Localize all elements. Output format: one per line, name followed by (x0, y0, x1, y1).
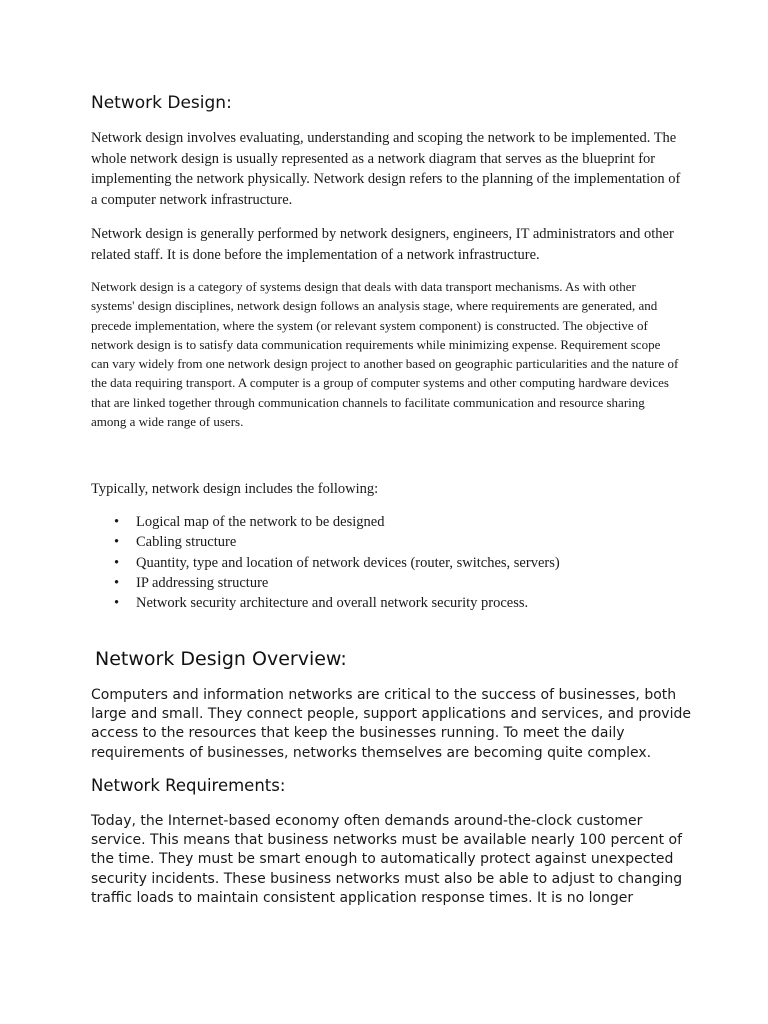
list-item (112, 553, 672, 573)
heading-network-design-overview: Network Design Overview: (95, 648, 347, 670)
network-design-includes-list (112, 512, 672, 613)
bullet-icon: • (114, 595, 120, 612)
paragraph-network-design-category: Network design is a category of systems design that deals with data transport mechanisms. As with other systems' design disciplines, network design follows an analysis stage, where requirements are generated, and precede implementation, where the system (or relevant system component) is constructed. The objective of network design is to satisfy data communication requirements while minimizing expense. Requirement scope can vary widely from one network design project to another based on geographic particularities and the nature of the data requiring transport. A computer is a group of computer systems and other computing hardware devices that are linked together through communication channels to facilitate communication and resource sharing among a wide range of users. (91, 279, 679, 430)
list-item-text: IP addressing structure (136, 574, 269, 591)
heading-network-requirements: Network Requirements: (91, 776, 286, 795)
list-item (112, 593, 672, 613)
list-item-text: Network security architecture and overall network security process. (136, 595, 529, 612)
list-item (112, 512, 672, 532)
bullet-icon: • (114, 574, 120, 591)
list-item-text: Quantity, type and location of network devices (router, switches, servers) (136, 554, 560, 571)
heading-network-design: Network Design: (91, 93, 232, 113)
paragraph-includes-intro: Typically, network design includes the following: (91, 481, 379, 497)
bullet-icon: • (114, 514, 120, 530)
list-item-text: Cabling structure (136, 534, 237, 551)
paragraph-network-design-definition: Network design involves evaluating, understanding and scoping the network to be implemented. The whole network design is usually represented as a network diagram that serves as the blueprint for implementing the network physically. Network design refers to the planning of the implementation of a computer network infrastructure. (91, 130, 681, 208)
bullet-icon: • (114, 554, 120, 571)
list-item-text: Logical map of the network to be designed (136, 514, 385, 530)
bullet-icon: • (114, 534, 120, 551)
paragraph-overview: Computers and information networks are critical to the success of businesses, both large and small. They connect people, support applications and services, and provide access to the resources that keep the businesses running. To meet the daily requirements of businesses, networks themselves are becoming quite complex. (91, 687, 691, 761)
paragraph-requirements: Today, the Internet-based economy often demands around-the-clock customer service. This means that business networks must be available nearly 100 percent of the time. They must be smart enough to automatically protect against unexpected security incidents. These business networks must also be able to adjust to changing traffic loads to maintain consistent application response times. It is no longer (91, 813, 683, 906)
list-item (112, 532, 672, 552)
paragraph-network-design-performers: Network design is generally performed by network designers, engineers, IT administrators and other related staff. It is done before the implementation of a network infrastructure. (91, 226, 674, 263)
list-item (112, 573, 672, 593)
